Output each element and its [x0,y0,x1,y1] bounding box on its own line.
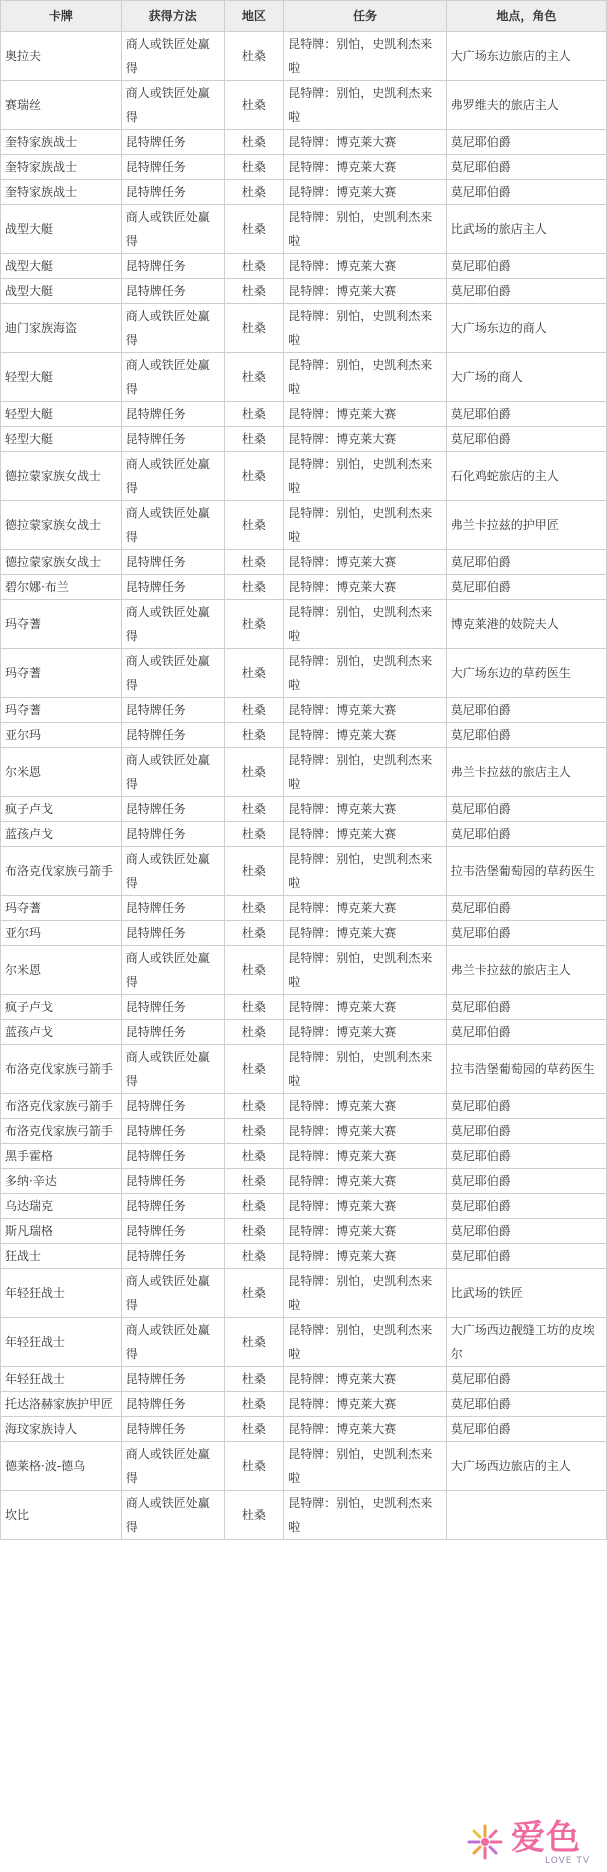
cell-quest: 昆特牌：博克莱大赛 [284,180,447,205]
cell-region: 杜桑 [224,995,284,1020]
cell-card: 德拉蒙家族女战士 [1,501,122,550]
cell-quest: 昆特牌：博克莱大赛 [284,130,447,155]
cell-quest: 昆特牌：博克莱大赛 [284,1020,447,1045]
cell-method: 商人或铁匠处赢得 [121,946,224,995]
cell-location: 弗罗维夫的旅店主人 [446,81,606,130]
cell-card: 奎特家族战士 [1,180,122,205]
table-row [1,1244,607,1269]
cell-location: 莫尼耶伯爵 [446,1417,606,1442]
cell-method: 昆特牌任务 [121,1094,224,1119]
cell-card: 德拉蒙家族女战士 [1,550,122,575]
cell-region: 杜桑 [224,748,284,797]
cell-region: 杜桑 [224,180,284,205]
table-row [1,896,607,921]
cell-quest: 昆特牌：博克莱大赛 [284,1392,447,1417]
cell-location: 莫尼耶伯爵 [446,402,606,427]
cell-region: 杜桑 [224,649,284,698]
cell-card: 斯凡瑞格 [1,1219,122,1244]
table-row [1,155,607,180]
cell-region: 杜桑 [224,723,284,748]
cell-location: 莫尼耶伯爵 [446,575,606,600]
cell-location: 莫尼耶伯爵 [446,1219,606,1244]
cell-card: 尔米恩 [1,946,122,995]
cell-method: 商人或铁匠处赢得 [121,1491,224,1540]
cell-method: 商人或铁匠处赢得 [121,649,224,698]
watermark-logo [461,1816,601,1870]
cell-card: 狂战士 [1,1244,122,1269]
table-row [1,550,607,575]
cell-quest: 昆特牌：博克莱大赛 [284,550,447,575]
cell-region: 杜桑 [224,1367,284,1392]
table-row [1,1491,607,1540]
cell-method: 昆特牌任务 [121,427,224,452]
cell-card: 托达洛赫家族护甲匠 [1,1392,122,1417]
cell-region: 杜桑 [224,921,284,946]
cell-region: 杜桑 [224,847,284,896]
column-header-region: 地区 [224,1,284,32]
cell-region: 杜桑 [224,1020,284,1045]
cell-quest: 昆特牌：别怕，史凯利杰来啦 [284,304,447,353]
column-header-quest: 任务 [284,1,447,32]
table-row [1,427,607,452]
cell-location: 莫尼耶伯爵 [446,1119,606,1144]
cell-region: 杜桑 [224,1269,284,1318]
cell-card: 碧尔娜·布兰 [1,575,122,600]
cell-location: 莫尼耶伯爵 [446,427,606,452]
cell-method: 昆特牌任务 [121,1144,224,1169]
cell-method: 商人或铁匠处赢得 [121,81,224,130]
cell-method: 昆特牌任务 [121,402,224,427]
cell-location: 拉韦浩堡葡萄园的草药医生 [446,847,606,896]
table-row [1,353,607,402]
cell-quest: 昆特牌：博克莱大赛 [284,896,447,921]
cell-quest: 昆特牌：博克莱大赛 [284,1169,447,1194]
table-row [1,723,607,748]
cell-method: 昆特牌任务 [121,1219,224,1244]
cell-quest: 昆特牌：博克莱大赛 [284,995,447,1020]
table-row [1,1045,607,1094]
cell-card: 奎特家族战士 [1,155,122,180]
table-row [1,180,607,205]
cell-card: 玛夺蓍 [1,649,122,698]
cell-card: 玛夺蓍 [1,896,122,921]
cell-method: 商人或铁匠处赢得 [121,600,224,649]
cell-quest: 昆特牌：博克莱大赛 [284,1244,447,1269]
cell-region: 杜桑 [224,130,284,155]
cell-method: 昆特牌任务 [121,995,224,1020]
table-row [1,1417,607,1442]
cell-quest: 昆特牌：博克莱大赛 [284,575,447,600]
table-row [1,1442,607,1491]
cell-card: 轻型大艇 [1,402,122,427]
cell-card: 战型大艇 [1,254,122,279]
cell-card: 疯子卢戈 [1,797,122,822]
cell-card: 德拉蒙家族女战士 [1,452,122,501]
cell-method: 商人或铁匠处赢得 [121,304,224,353]
cell-card: 海玟家族诗人 [1,1417,122,1442]
cell-card: 年轻狂战士 [1,1367,122,1392]
table-body [1,32,607,1540]
cell-location: 比武场的铁匠 [446,1269,606,1318]
cell-region: 杜桑 [224,254,284,279]
cell-region: 杜桑 [224,1219,284,1244]
table-row [1,575,607,600]
table-row [1,1144,607,1169]
cell-card: 轻型大艇 [1,353,122,402]
cell-method: 昆特牌任务 [121,822,224,847]
table-row [1,946,607,995]
cell-quest: 昆特牌：别怕，史凯利杰来啦 [284,748,447,797]
cell-method: 昆特牌任务 [121,550,224,575]
table-row [1,1020,607,1045]
cell-card: 轻型大艇 [1,427,122,452]
cell-location: 莫尼耶伯爵 [446,1244,606,1269]
flower-icon [465,1822,505,1862]
cell-card: 亚尔玛 [1,921,122,946]
cell-method: 昆特牌任务 [121,575,224,600]
header-row [1,1,607,32]
table-row [1,1392,607,1417]
cell-card: 乌达瑞克 [1,1194,122,1219]
cell-card: 迪门家族海盗 [1,304,122,353]
cell-location: 莫尼耶伯爵 [446,180,606,205]
cell-card: 玛夺蓍 [1,698,122,723]
cell-quest: 昆特牌：博克莱大赛 [284,921,447,946]
cell-method: 昆特牌任务 [121,1392,224,1417]
cell-location: 莫尼耶伯爵 [446,155,606,180]
cell-location: 大广场东边旅店的主人 [446,32,606,81]
cell-region: 杜桑 [224,1244,284,1269]
table-row [1,1367,607,1392]
cell-method: 昆特牌任务 [121,1169,224,1194]
table-row [1,748,607,797]
table-row [1,279,607,304]
cell-location: 拉韦浩堡葡萄园的草药医生 [446,1045,606,1094]
cell-region: 杜桑 [224,1442,284,1491]
table-row [1,1269,607,1318]
cell-quest: 昆特牌：博克莱大赛 [284,1119,447,1144]
cell-location: 莫尼耶伯爵 [446,995,606,1020]
cell-quest: 昆特牌：博克莱大赛 [284,1094,447,1119]
cell-location: 大广场西边靓缝工坊的皮埃尔 [446,1318,606,1367]
cell-location: 博克莱港的妓院夫人 [446,600,606,649]
cell-region: 杜桑 [224,946,284,995]
cell-region: 杜桑 [224,1169,284,1194]
table-row [1,921,607,946]
table-row [1,32,607,81]
table-row [1,254,607,279]
column-header-card: 卡牌 [1,1,122,32]
cell-location: 弗兰卡拉兹的护甲匠 [446,501,606,550]
cell-location: 弗兰卡拉兹的旅店主人 [446,748,606,797]
cell-location: 比武场的旅店主人 [446,205,606,254]
cell-location: 弗兰卡拉兹的旅店主人 [446,946,606,995]
table-row [1,304,607,353]
cell-quest: 昆特牌：别怕，史凯利杰来啦 [284,1491,447,1540]
cell-method: 昆特牌任务 [121,130,224,155]
cell-method: 商人或铁匠处赢得 [121,1442,224,1491]
cell-method: 昆特牌任务 [121,1417,224,1442]
cell-location: 大广场东边的草药医生 [446,649,606,698]
cell-quest: 昆特牌：别怕，史凯利杰来啦 [284,205,447,254]
cell-quest: 昆特牌：别怕，史凯利杰来啦 [284,946,447,995]
cell-method: 昆特牌任务 [121,1194,224,1219]
table-row [1,698,607,723]
cell-card: 尔米恩 [1,748,122,797]
column-header-method: 获得方法 [121,1,224,32]
cell-card: 德莱格·波-德乌 [1,1442,122,1491]
cell-location: 莫尼耶伯爵 [446,1367,606,1392]
watermark-subtitle: LOVE TV [545,1856,590,1866]
cell-quest: 昆特牌：博克莱大赛 [284,1219,447,1244]
cell-region: 杜桑 [224,427,284,452]
column-header-location: 地点，角色 [446,1,606,32]
table-row [1,1094,607,1119]
table-row [1,402,607,427]
cell-region: 杜桑 [224,822,284,847]
cell-card: 布洛克伐家族弓箭手 [1,847,122,896]
table-row [1,1119,607,1144]
cell-location: 莫尼耶伯爵 [446,1094,606,1119]
cell-location: 莫尼耶伯爵 [446,797,606,822]
table-row [1,1318,607,1367]
cell-card: 赛瑞丝 [1,81,122,130]
cell-method: 昆特牌任务 [121,723,224,748]
cell-method: 昆特牌任务 [121,698,224,723]
cell-method: 昆特牌任务 [121,921,224,946]
cell-location: 莫尼耶伯爵 [446,1020,606,1045]
table-row [1,501,607,550]
cell-method: 昆特牌任务 [121,1367,224,1392]
cell-quest: 昆特牌：别怕，史凯利杰来啦 [284,1442,447,1491]
table-row [1,81,607,130]
cell-card: 多纳·辛达 [1,1169,122,1194]
cell-method: 商人或铁匠处赢得 [121,452,224,501]
cell-region: 杜桑 [224,1318,284,1367]
cell-location: 莫尼耶伯爵 [446,921,606,946]
cell-region: 杜桑 [224,698,284,723]
cell-method: 昆特牌任务 [121,1244,224,1269]
cell-method: 昆特牌任务 [121,1119,224,1144]
cell-region: 杜桑 [224,575,284,600]
cell-region: 杜桑 [224,205,284,254]
cell-location: 莫尼耶伯爵 [446,550,606,575]
cell-region: 杜桑 [224,1119,284,1144]
cell-card: 黑手霍格 [1,1144,122,1169]
cell-quest: 昆特牌：博克莱大赛 [284,723,447,748]
cell-method: 商人或铁匠处赢得 [121,32,224,81]
cell-quest: 昆特牌：别怕，史凯利杰来啦 [284,452,447,501]
table-row [1,452,607,501]
cell-region: 杜桑 [224,501,284,550]
cell-location [446,1491,606,1540]
cell-region: 杜桑 [224,600,284,649]
cell-region: 杜桑 [224,1045,284,1094]
cell-location: 大广场的商人 [446,353,606,402]
cell-card: 疯子卢戈 [1,995,122,1020]
cell-method: 商人或铁匠处赢得 [121,748,224,797]
cell-quest: 昆特牌：博克莱大赛 [284,1194,447,1219]
cell-card: 布洛克伐家族弓箭手 [1,1119,122,1144]
cell-location: 莫尼耶伯爵 [446,1392,606,1417]
cell-quest: 昆特牌：别怕，史凯利杰来啦 [284,1318,447,1367]
cell-card: 亚尔玛 [1,723,122,748]
cell-card: 蓝孩卢戈 [1,822,122,847]
cell-quest: 昆特牌：别怕，史凯利杰来啦 [284,649,447,698]
cell-location: 莫尼耶伯爵 [446,723,606,748]
watermark-brand: 爱色 [511,1818,581,1858]
cell-card: 坎比 [1,1491,122,1540]
cell-quest: 昆特牌：别怕，史凯利杰来啦 [284,1269,447,1318]
cell-card: 布洛克伐家族弓箭手 [1,1094,122,1119]
cell-card: 奎特家族战士 [1,130,122,155]
cell-method: 昆特牌任务 [121,797,224,822]
cell-location: 石化鸡蛇旅店的主人 [446,452,606,501]
cell-method: 昆特牌任务 [121,155,224,180]
cell-quest: 昆特牌：博克莱大赛 [284,402,447,427]
cell-quest: 昆特牌：博克莱大赛 [284,1417,447,1442]
cell-region: 杜桑 [224,452,284,501]
table-row [1,1219,607,1244]
cell-card: 奥拉夫 [1,32,122,81]
cell-method: 商人或铁匠处赢得 [121,501,224,550]
cell-quest: 昆特牌：别怕，史凯利杰来啦 [284,353,447,402]
cell-card: 玛夺蓍 [1,600,122,649]
cell-quest: 昆特牌：别怕，史凯利杰来啦 [284,847,447,896]
cell-quest: 昆特牌：博克莱大赛 [284,1367,447,1392]
cell-card: 年轻狂战士 [1,1269,122,1318]
cell-location: 莫尼耶伯爵 [446,254,606,279]
cell-quest: 昆特牌：博克莱大赛 [284,698,447,723]
cell-method: 商人或铁匠处赢得 [121,1269,224,1318]
cell-location: 莫尼耶伯爵 [446,1169,606,1194]
cell-method: 昆特牌任务 [121,180,224,205]
cell-region: 杜桑 [224,1194,284,1219]
cell-region: 杜桑 [224,155,284,180]
cell-card: 蓝孩卢戈 [1,1020,122,1045]
table-row [1,205,607,254]
cell-region: 杜桑 [224,32,284,81]
table-row [1,847,607,896]
cell-location: 莫尼耶伯爵 [446,279,606,304]
cell-region: 杜桑 [224,797,284,822]
table-row [1,130,607,155]
cell-quest: 昆特牌：别怕，史凯利杰来啦 [284,1045,447,1094]
cell-region: 杜桑 [224,402,284,427]
cell-quest: 昆特牌：别怕，史凯利杰来啦 [284,600,447,649]
table-row [1,797,607,822]
cell-method: 昆特牌任务 [121,279,224,304]
cell-region: 杜桑 [224,304,284,353]
cell-card: 战型大艇 [1,279,122,304]
cell-region: 杜桑 [224,1144,284,1169]
cell-region: 杜桑 [224,353,284,402]
cell-location: 莫尼耶伯爵 [446,822,606,847]
cell-card: 战型大艇 [1,205,122,254]
table-row [1,649,607,698]
cell-method: 昆特牌任务 [121,896,224,921]
cell-location: 莫尼耶伯爵 [446,1194,606,1219]
table-row [1,1194,607,1219]
table-row [1,822,607,847]
cell-quest: 昆特牌：博克莱大赛 [284,279,447,304]
cell-location: 大广场西边旅店的主人 [446,1442,606,1491]
cell-location: 莫尼耶伯爵 [446,130,606,155]
cell-location: 大广场东边的商人 [446,304,606,353]
cell-quest: 昆特牌：博克莱大赛 [284,427,447,452]
cell-region: 杜桑 [224,1491,284,1540]
cell-region: 杜桑 [224,1392,284,1417]
cell-method: 商人或铁匠处赢得 [121,1318,224,1367]
cell-location: 莫尼耶伯爵 [446,896,606,921]
cell-quest: 昆特牌：博克莱大赛 [284,254,447,279]
cell-method: 商人或铁匠处赢得 [121,1045,224,1094]
cell-region: 杜桑 [224,81,284,130]
cell-quest: 昆特牌：别怕，史凯利杰来啦 [284,81,447,130]
table-row [1,995,607,1020]
cell-quest: 昆特牌：博克莱大赛 [284,155,447,180]
cell-method: 商人或铁匠处赢得 [121,847,224,896]
cell-region: 杜桑 [224,1417,284,1442]
cell-quest: 昆特牌：博克莱大赛 [284,1144,447,1169]
table-row [1,600,607,649]
cell-method: 昆特牌任务 [121,254,224,279]
cell-quest: 昆特牌：别怕，史凯利杰来啦 [284,32,447,81]
cell-card: 布洛克伐家族弓箭手 [1,1045,122,1094]
cell-method: 商人或铁匠处赢得 [121,353,224,402]
cell-location: 莫尼耶伯爵 [446,1144,606,1169]
cell-region: 杜桑 [224,279,284,304]
cell-method: 商人或铁匠处赢得 [121,205,224,254]
cell-region: 杜桑 [224,1094,284,1119]
table-row [1,1169,607,1194]
cell-method: 昆特牌任务 [121,1020,224,1045]
cell-quest: 昆特牌：别怕，史凯利杰来啦 [284,501,447,550]
cell-location: 莫尼耶伯爵 [446,698,606,723]
cell-region: 杜桑 [224,550,284,575]
cell-region: 杜桑 [224,896,284,921]
cell-card: 年轻狂战士 [1,1318,122,1367]
cell-quest: 昆特牌：博克莱大赛 [284,797,447,822]
cell-quest: 昆特牌：博克莱大赛 [284,822,447,847]
